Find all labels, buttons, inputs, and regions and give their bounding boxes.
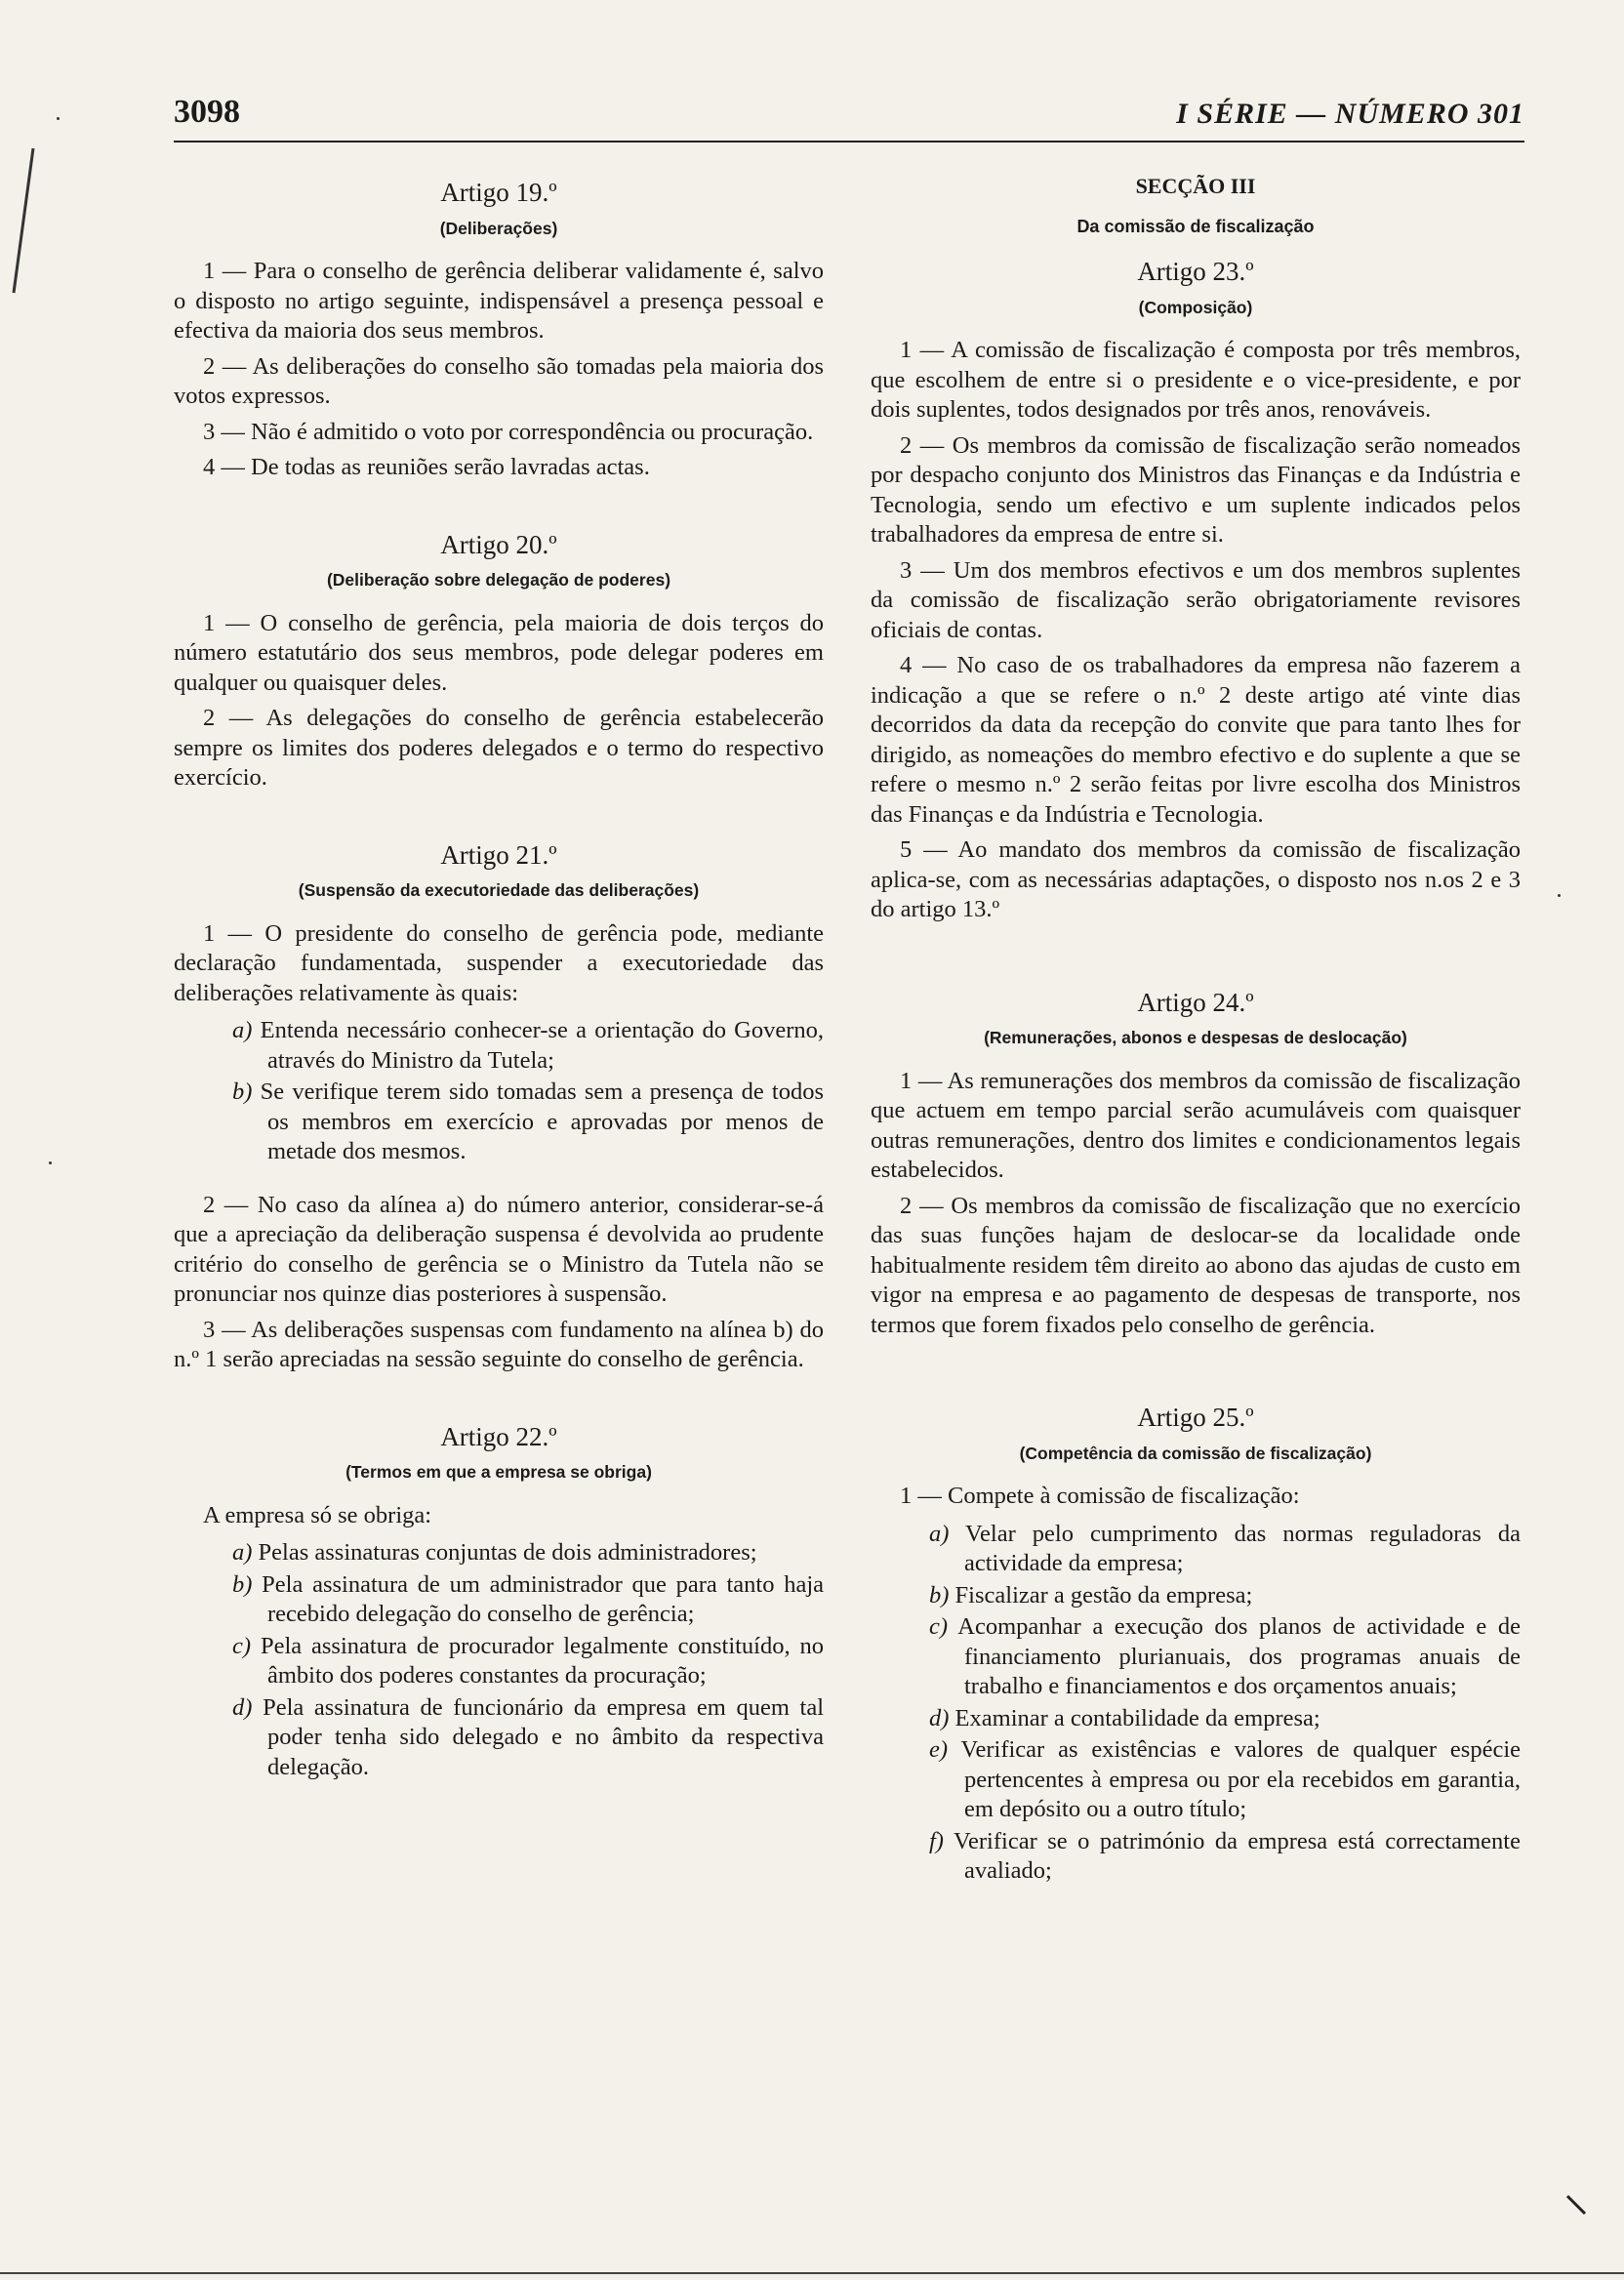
paragraph: 1 — A comissão de fiscalização é composta por três membros, que escolhem de entre si o presidente e o vice-presidente, e por dois suplentes, todos designados por três anos, renováveis. — [871, 337, 1521, 423]
series-number: I SÉRIE — NÚMERO 301 — [1176, 98, 1524, 130]
paragraph: 2 — Os membros da comissão de fiscalização serão nomeados por despacho conjunto dos Ministros das Finanças e da Indústria e Tecnologia, sendo um efectivo e um suplente indicados pelos trabalhadores da empresa de entre si. — [871, 431, 1521, 548]
right-column — [871, 164, 1521, 1898]
article-19-title: (Deliberações) — [439, 218, 558, 238]
list-item: e) Verificar as existências e valores de qualquer espécie pertencentes à empresa ou por ela recebidos em garantia, em depósito ou a outro título; — [929, 1736, 1521, 1822]
article-24-heading: Artigo 24.º — [1137, 987, 1254, 1017]
list-item: d) Pela assinatura de funcionário da empresa em quem tal poder tenha sido delegado e no âmbito da respectiva delegação. — [232, 1693, 825, 1780]
list-item: b) Se verifique terem sido tomadas sem a presença de todos os membros em exercício e aprovadas por menos de metade dos mesmos. — [232, 1079, 825, 1164]
paragraph: 2 — Os membros da comissão de fiscalização que no exercício das suas funções hajam de deslocar-se da localidade onde habitualmente residem têm direito ao abono das ajudas de custo em vigor na empresa e ao pagamento de despesas de transporte, nos termos que forem fixados pelo conselho de gerência. — [871, 1192, 1521, 1338]
item-list — [871, 1520, 1521, 1887]
scan-mark — [1565, 2194, 1591, 2219]
paragraph: A empresa só se obriga: — [203, 1501, 432, 1528]
article-24-title: (Remunerações, abonos e despesas de deslocação) — [984, 1028, 1407, 1047]
paragraph: 4 — No caso de os trabalhadores da empresa não fazerem a indicação a que se refere o n.º 2 deste artigo até vinte dias decorridos da data da recepção do convite que para tanto lhes for dirigido, as nomeações do membro efectivo e do suplente a que se refere o mesmo n.º 2 serão feitas por livre escolha dos Ministros das Finanças e da Indústria e Tecnologia. — [871, 652, 1521, 828]
paragraph: 1 — O conselho de gerência, pela maioria de dois terços do número estatutário dos seus membros, pode delegar poderes em qualquer ou quaisquer deles. — [174, 609, 824, 696]
scan-mark — [8, 146, 37, 303]
header-rule — [174, 141, 1524, 142]
list-item: b) Pela assinatura de um administrador que para tanto haja recebido delegação do conselho de gerência; — [232, 1570, 824, 1627]
scan-speck — [1558, 894, 1561, 897]
section-heading: SECÇÃO III — [1135, 174, 1256, 198]
scan-speck — [57, 117, 60, 120]
bottom-edge — [0, 2272, 1624, 2274]
item-list — [174, 1538, 824, 1782]
item-list — [174, 1016, 824, 1167]
paragraph: 2 — No caso da alínea a) do número anterior, considerar-se-á que a apreciação da deliberação suspensa é devolvida ao prudente critério do conselho de gerência se o Ministro da Tutela não se pronunciar nos quinze dias posteriores à suspensão. — [174, 1191, 824, 1307]
article-23-title: (Composição) — [1138, 297, 1253, 317]
article-25-heading: Artigo 25.º — [1137, 1403, 1254, 1432]
article-22-heading: Artigo 22.º — [440, 1421, 557, 1451]
list-item: a) Velar pelo cumprimento das normas reguladoras da actividade da empresa; — [929, 1520, 1521, 1576]
article-21-title: (Suspensão da executoriedade das deliberações) — [298, 880, 700, 900]
paragraph: 4 — De todas as reuniões serão lavradas actas. — [203, 454, 650, 480]
list-item: b) Fiscalizar a gestão da empresa; — [929, 1581, 1253, 1608]
paragraph: 5 — Ao mandato dos membros da comissão de fiscalização aplica-se, com as necessárias adaptações, o disposto nos n.os 2 e 3 do artigo 13.º — [871, 836, 1521, 922]
article-20-title: (Deliberação sobre delegação de poderes) — [326, 570, 671, 590]
list-item: a) Pelas assinaturas conjuntas de dois administradores; — [232, 1539, 757, 1566]
article-19-heading: Artigo 19.º — [440, 178, 557, 207]
paragraph: 1 — Para o conselho de gerência deliberar validamente é, salvo o disposto no artigo seguinte, indispensável a presença pessoal e efectiva da maioria dos seus membros. — [174, 258, 824, 344]
left-column — [174, 164, 824, 1794]
scan-speck — [49, 1161, 52, 1164]
paragraph: 3 — Um dos membros efectivos e um dos membros suplentes da comissão de fiscalização serão obrigatoriamente revisores oficiais de contas. — [871, 556, 1521, 643]
paragraph: 1 — O presidente do conselho de gerência pode, mediante declaração fundamentada, suspender a executoriedade das deliberações relativamente às quais: — [174, 919, 824, 1006]
list-item: f) Verificar se o património da empresa está correctamente avaliado; — [929, 1827, 1521, 1884]
paragraph: 3 — Não é admitido o voto por correspondência ou procuração. — [203, 418, 814, 445]
section-title: Da comissão de fiscalização — [1076, 216, 1315, 236]
paragraph: 2 — As deliberações do conselho são tomadas pela maioria dos votos expressos. — [174, 352, 824, 409]
list-item: c) Pela assinatura de procurador legalmente constituído, no âmbito dos poderes constantes da procuração; — [232, 1632, 824, 1689]
article-21-heading: Artigo 21.º — [440, 839, 557, 870]
article-20-heading: Artigo 20.º — [440, 529, 557, 559]
paragraph: 3 — As deliberações suspensas com fundamento na alínea b) do n.º 1 serão apreciadas na sessão seguinte do conselho de gerência. — [174, 1316, 824, 1372]
article-22-title: (Termos em que a empresa se obriga) — [345, 1462, 652, 1482]
paragraph: 1 — As remunerações dos membros da comissão de fiscalização que actuem em tempo parcial serão acumuláveis com quaisquer outras remunerações, dentro dos limites e condicionamentos legais estabelecidos. — [871, 1067, 1521, 1183]
paragraph: 2 — As delegações do conselho de gerência estabelecerão sempre os limites dos poderes delegados e o termo do respectivo exercício. — [174, 705, 824, 791]
page-header — [174, 94, 1524, 144]
list-item: c) Acompanhar a execução dos planos de actividade e de financiamento plurianuais, dos programas anuais de trabalho e financiamentos e dos orçamentos anuais; — [929, 1613, 1521, 1699]
list-item: a) Entenda necessário conhecer-se a orientação do Governo, através do Ministro da Tutela; — [232, 1017, 825, 1074]
paragraph: 1 — Compete à comissão de fiscalização: — [900, 1483, 1300, 1509]
page-number: 3098 — [174, 94, 240, 130]
article-25-title: (Competência da comissão de fiscalização) — [1019, 1443, 1372, 1463]
list-item: d) Examinar a contabilidade da empresa; — [929, 1704, 1320, 1731]
article-23-heading: Artigo 23.º — [1137, 257, 1254, 286]
